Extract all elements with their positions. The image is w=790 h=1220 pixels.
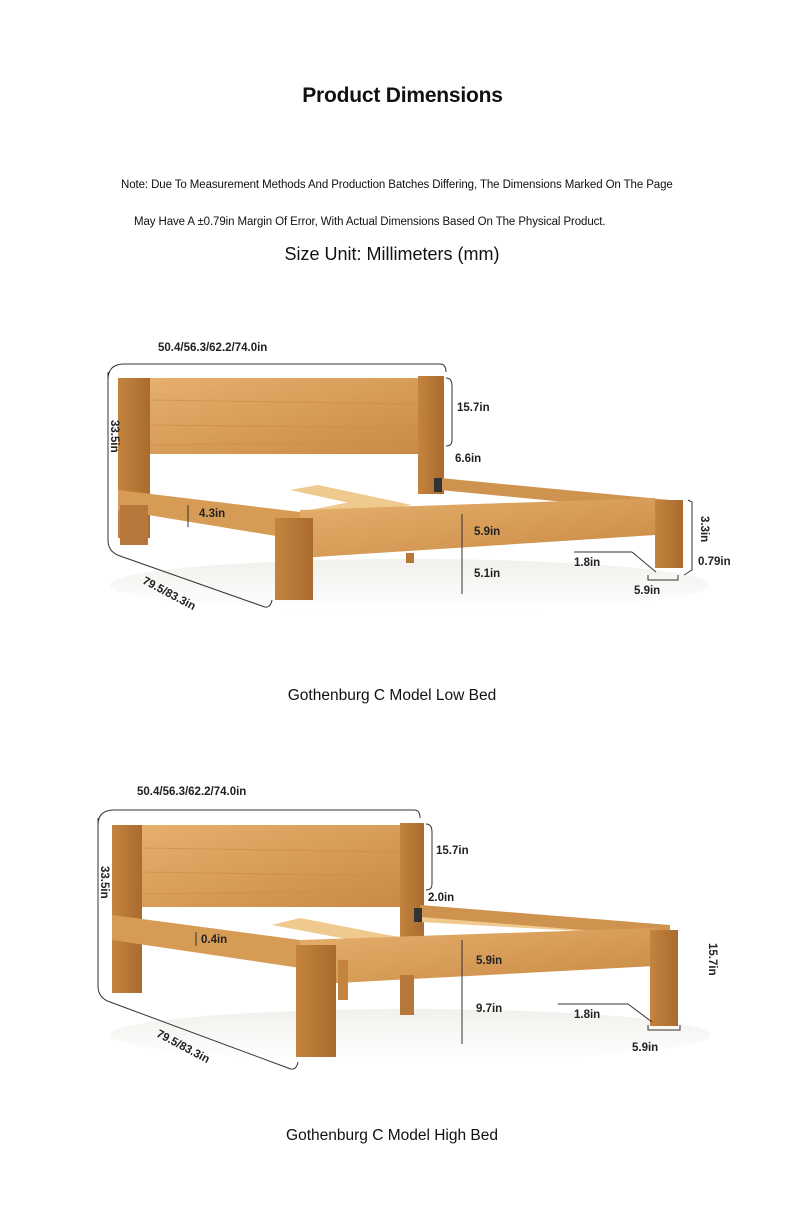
- note-line-1: Note: Due To Measurement Methods And Production Batches Differing, The Dimensions Marked On The Page: [121, 179, 673, 191]
- low-rail-height-label: 5.9in: [474, 526, 501, 538]
- low-foot-inset-label: 1.8in: [574, 557, 601, 569]
- high-rail-inset-label: 0.4in: [201, 934, 228, 946]
- high-headboard-label: 15.7in: [436, 845, 469, 857]
- low-foot-gap-label: 0.79in: [698, 556, 731, 568]
- low-leg-height-label: 5.1in: [474, 568, 501, 580]
- low-headboard-label: 15.7in: [457, 402, 490, 414]
- low-width-label: 50.4/56.3/62.2/74.0in: [158, 342, 268, 354]
- high-length-label: 79.5/83.3in: [154, 1028, 212, 1066]
- low-bed-drawing: [110, 376, 710, 611]
- high-foot-inset-label: 1.8in: [574, 1009, 601, 1021]
- size-unit: Size Unit: Millimeters (mm): [284, 244, 500, 264]
- high-foot-height-label: 15.7in: [706, 943, 718, 976]
- high-width-label: 50.4/56.3/62.2/74.0in: [137, 786, 247, 798]
- low-foot-height-label: 3.3in: [698, 516, 710, 543]
- note-line-2: May Have A ±0.79in Margin Of Error, With Actual Dimensions Based On The Physical Product.: [134, 216, 606, 228]
- high-rail-height-label: 5.9in: [476, 955, 503, 967]
- low-bed-caption: Gothenburg C Model Low Bed: [287, 687, 497, 704]
- low-rail-inset-label: 4.3in: [199, 508, 226, 520]
- low-gap-label: 6.6in: [455, 453, 482, 465]
- low-height-label: 33.5in: [108, 420, 120, 453]
- high-height-label: 33.5in: [98, 866, 110, 899]
- low-length-label: 79.5/83.3in: [140, 575, 198, 613]
- high-leg-width-label: 5.9in: [632, 1042, 659, 1054]
- page-title: Product Dimensions: [302, 84, 503, 107]
- high-leg-height-label: 9.7in: [476, 1003, 503, 1015]
- high-gap-label: 2.0in: [428, 892, 455, 904]
- low-leg-width-label: 5.9in: [634, 585, 661, 597]
- high-bed-drawing: [110, 823, 710, 1061]
- high-bed-caption: Gothenburg C Model High Bed: [286, 1127, 498, 1144]
